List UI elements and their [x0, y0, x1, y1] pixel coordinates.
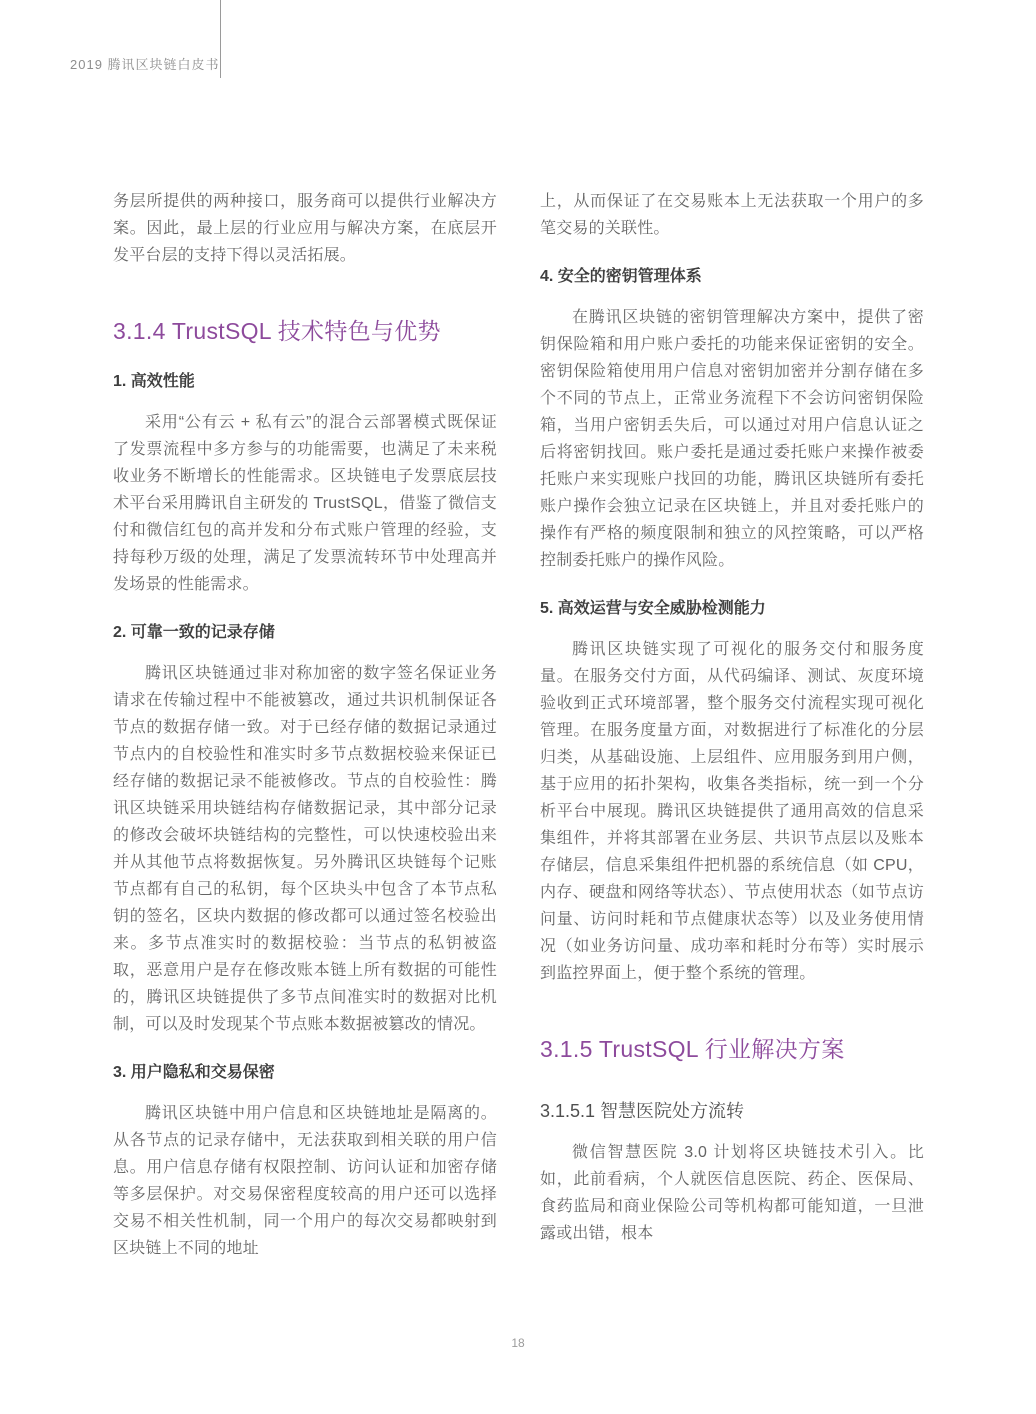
subsection-body-privacy: 腾讯区块链中用户信息和区块链地址是隔离的。从各节点的记录存储中，无法获取到相关联的用户信息。用户信息存储有权限控制、访问认证和加密存储等多层保护。对交易保密程度较高的用户还可以选择交易不相关性机制，同一个用户的每次交易都映射到区块链上不同的地址 [113, 1105, 497, 1257]
subsection-body-key-management: 在腾讯区块链的密钥管理解决方案中，提供了密钥保险箱和用户账户委托的功能来保证密钥的安全。密钥保险箱使用用户信息对密钥加密并分割存储在多个不同的节点上，正常业务流程下不会访问密钥保险箱，当用户密钥丢失后，可以通过对用户信息认证之后将密钥找回。账户委托是通过委托账户来操作被委托账户来实现账户找回的功能，腾讯区块链所有委托账户操作会独立记录在区块链上，并且对委托账户的操作有严格的频度限制和独立的风控策略，可以严格控制委托账户的操作风险。 [540, 309, 924, 569]
page-number: 18 [511, 1336, 525, 1350]
continuation-paragraph: 上，从而保证了在交易账本上无法获取一个用户的多笔交易的关联性。 [540, 193, 924, 237]
final-paragraph: 微信智慧医院 3.0 计划将区块链技术引入。比如，此前看病，个人就医信息医院、药企、医保局、食药监局和商业保险公司等机构都可能知道，一旦泄露或出错，根本 [540, 1144, 924, 1242]
subsection-body-operations: 腾讯区块链实现了可视化的服务交付和服务度量。在服务交付方面，从代码编译、测试、灰度环境验收到正式环境部署，整个服务交付流程实现可视化管理。在服务度量方面，对数据进行了标准化的分层归类，从基础设施、上层组件、应用服务到用户侧，基于应用的拓扑架构，收集各类指标，统一到一个分析平台中展现。腾讯区块链提供了通用高效的信息采集组件，并将其部署在业务层、共识节点层以及账本存储层，信息采集组件把机器的系统信息（如 CPU，内存、硬盘和网络等状态）、节点使用状态（如节点访问量、访问时耗和节点健康状态等）以及业务使用情况（如业务访问量、成功率和耗时分布等）实时展示到监控界面上，便于整个系统的管理。 [540, 641, 924, 982]
right-column [540, 188, 924, 1247]
page-header-title: 2019 腾讯区块链白皮书 [70, 57, 220, 72]
subsection-title-key-management: 4. 安全的密钥管理体系 [540, 268, 702, 285]
intro-paragraph: 务层所提供的两种接口，服务商可以提供行业解决方案。因此，最上层的行业应用与解决方案，在底层开发平台层的支持下得以灵活拓展。 [113, 193, 497, 264]
subsection-body-reliable-storage: 腾讯区块链通过非对称加密的数字签名保证业务请求在传输过程中不能被篡改，通过共识机制保证各节点的数据存储一致。对于已经存储的数据记录通过节点内的自校验性和准实时多节点数据校验来保证已经存储的数据记录不能被修改。节点的自校验性：腾讯区块链采用块链结构存储数据记录，其中部分记录的修改会破坏块链结构的完整性，可以快速校验出来并从其他节点将数据恢复。另外腾讯区块链每个记账节点都有自己的私钥，每个区块头中包含了本节点私钥的签名，区块内数据的修改都可以通过签名校验出来。多节点准实时的数据校验：当节点的私钥被盗取，恶意用户是存在修改账本链上所有数据的可能性的，腾讯区块链提供了多节点间准实时的数据对比机制，可以及时发现某个节点账本数据被篡改的情况。 [113, 665, 497, 1033]
section-heading-3-1-4: 3.1.4 TrustSQL 技术特色与优势 [113, 318, 441, 344]
subsection-title-privacy: 3. 用户隐私和交易保密 [113, 1064, 275, 1081]
section-heading-3-1-5: 3.1.5 TrustSQL 行业解决方案 [540, 1036, 845, 1062]
subsection-title-operations: 5. 高效运营与安全威胁检测能力 [540, 600, 766, 617]
subsection-title-performance: 1. 高效性能 [113, 373, 195, 390]
content-columns [113, 188, 924, 1262]
subsection-body-performance: 采用“公有云 + 私有云”的混合云部署模式既保证了发票流程中多方参与的功能需要，也满足了未来税收业务不断增长的性能需求。区块链电子发票底层技术平台采用腾讯自主研发的 TrustSQL，借鉴了微信支付和微信红包的高并发和分布式账户管理的经验，支持每秒万级的处理，满足了发票流转环节中处理高并发场景的性能需求。 [113, 414, 497, 593]
subsection-title-reliable-storage: 2. 可靠一致的记录存储 [113, 624, 275, 641]
subsection-heading-3-1-5-1: 3.1.5.1 智慧医院处方流转 [540, 1101, 745, 1121]
left-column [113, 188, 497, 1262]
header-divider [220, 0, 221, 78]
